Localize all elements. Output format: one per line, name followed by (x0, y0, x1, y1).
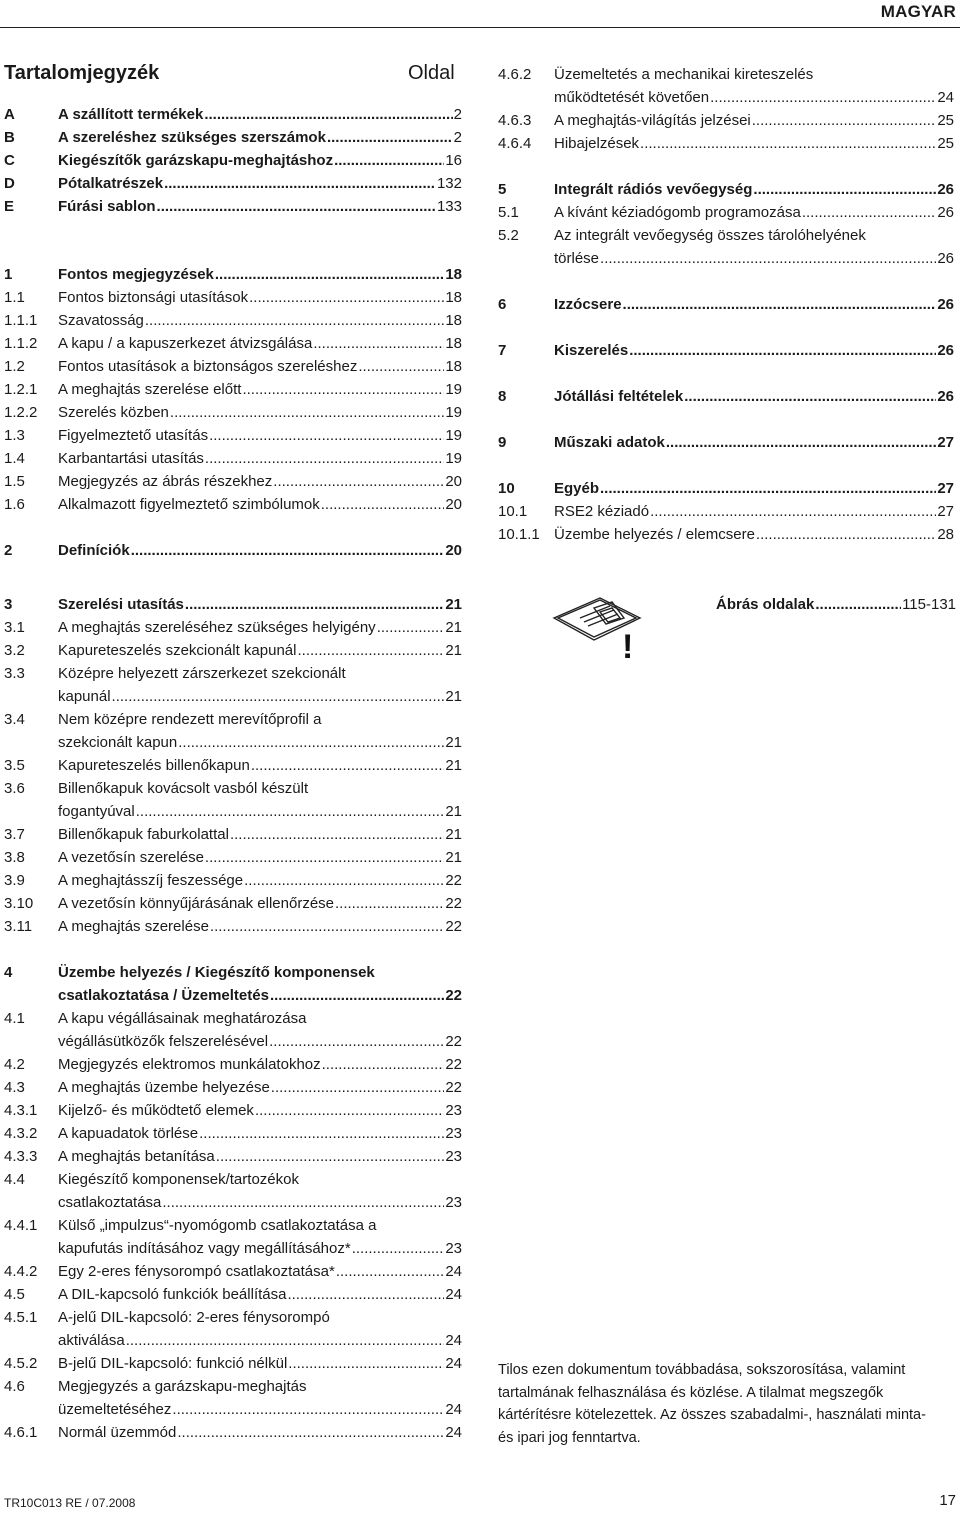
toc-entry[interactable]: 3.5 Kapureteszelés billenőkapun ..... 21 (4, 757, 462, 775)
toc-entry-continuation[interactable]: fogantyúval ..... 21 (58, 803, 462, 821)
toc-entry[interactable]: 4.5.2 B-jelű DIL-kapcsoló: funkció nélkül ..... 24 (4, 1355, 462, 1373)
toc-entry[interactable]: 1 Fontos megjegyzések ..... 18 (4, 266, 462, 284)
toc-entry[interactable]: 1.5 Megjegyzés az ábrás részekhez ..... 20 (4, 473, 462, 491)
toc-entry[interactable]: 4.3.3 A meghajtás betanítása ..... 23 (4, 1148, 462, 1166)
toc-entry-continuation[interactable]: törlése ..... 26 (554, 250, 954, 268)
toc-entry-continuation[interactable]: kapunál ..... 21 (58, 688, 462, 706)
toc-entry[interactable]: 4.5 A DIL-kapcsoló funkciók beállítása ..... 24 (4, 1286, 462, 1304)
toc-entry-line[interactable]: 4.6 Megjegyzés a garázskapu-meghajtás (4, 1378, 307, 1395)
toc-entry-continuation[interactable]: csatlakoztatása / Üzemeltetés ..... 22 (58, 987, 462, 1005)
toc-entry[interactable]: 5.1 A kívánt kéziadógomb programozása ..... 26 (498, 204, 954, 222)
toc-page-column: Oldal (408, 62, 455, 84)
toc-entry-line[interactable]: 3.3 Középre helyezett zárszerkezet szekcionált (4, 665, 346, 682)
toc-entry-continuation[interactable]: kapufutás indításához vagy megállításához* ..... 23 (58, 1240, 462, 1258)
toc-entry[interactable]: 10 Egyéb ..... 27 (498, 480, 954, 498)
toc-entry[interactable]: 1.4 Karbantartási utasítás ..... 19 (4, 450, 462, 468)
toc-entry-line[interactable]: 4.6.2 Üzemeltetés a mechanikai kireteszelés (498, 66, 814, 83)
toc-entry[interactable]: 9 Műszaki adatok ..... 27 (498, 434, 954, 452)
toc-entry[interactable]: 4.3 A meghajtás üzembe helyezése ..... 22 (4, 1079, 462, 1097)
toc-entry[interactable]: 3.7 Billenőkapuk faburkolattal ..... 21 (4, 826, 462, 844)
svg-text:!: ! (622, 628, 634, 662)
toc-entry[interactable]: 1.2.2 Szerelés közben ..... 19 (4, 404, 462, 422)
toc-entry[interactable]: 1.1.1 Szavatosság ..... 18 (4, 312, 462, 330)
toc-entry[interactable]: 4.6.3 A meghajtás-világítás jelzései ..... 25 (498, 112, 954, 130)
toc-entry[interactable]: A A szállított termékek ..... 2 (4, 106, 462, 124)
toc-entry[interactable]: 1.3 Figyelmeztető utasítás ..... 19 (4, 427, 462, 445)
toc-entry[interactable]: 3.8 A vezetősín szerelése ..... 21 (4, 849, 462, 867)
toc-entry-line[interactable]: 4 Üzembe helyezés / Kiegészítő komponensek (4, 964, 375, 981)
toc-entry[interactable]: 4.6.1 Normál üzemmód ..... 24 (4, 1424, 462, 1442)
toc-title: Tartalomjegyzék (4, 62, 160, 84)
toc-entry[interactable]: 1.2.1 A meghajtás szerelése előtt ..... 19 (4, 381, 462, 399)
document-code: TR10C013 RE / 07.2008 (4, 1496, 136, 1510)
toc-entry-line[interactable]: 4.4 Kiegészítő komponensek/tartozékok (4, 1171, 299, 1188)
toc-entry[interactable]: 3.11 A meghajtás szerelése ..... 22 (4, 918, 462, 936)
toc-entry[interactable]: 4.4.2 Egy 2-eres fénysorompó csatlakoztatása* ..... 24 (4, 1263, 462, 1281)
toc-entry[interactable]: 4.3.2 A kapuadatok törlése ..... 23 (4, 1125, 462, 1143)
toc-entry[interactable]: 2 Definíciók ..... 20 (4, 542, 462, 560)
toc-entry[interactable]: 6 Izzócsere ..... 26 (498, 296, 954, 314)
toc-entry[interactable]: 4.2 Megjegyzés elektromos munkálatokhoz ..... 22 (4, 1056, 462, 1074)
toc-entry-continuation[interactable]: aktiválása ..... 24 (58, 1332, 462, 1350)
toc-entry[interactable]: 10.1 RSE2 kéziadó ..... 27 (498, 503, 954, 521)
toc-entry-continuation[interactable]: csatlakoztatása ..... 23 (58, 1194, 462, 1212)
toc-entry[interactable]: 3.10 A vezetősín könnyűjárásának ellenőrzése ..... 22 (4, 895, 462, 913)
toc-entry[interactable]: B A szereléshez szükséges szerszámok ..... 2 (4, 129, 462, 147)
toc-entry[interactable]: 3.9 A meghajtásszíj feszessége ..... 22 (4, 872, 462, 890)
toc-entry-continuation[interactable]: végállásütközők felszerelésével ..... 22 (58, 1033, 462, 1051)
toc-entry-line[interactable]: 4.4.1 Külső „impulzus“-nyomógomb csatlakoztatása a (4, 1217, 377, 1234)
toc-entry[interactable]: 8 Jótállási feltételek ..... 26 (498, 388, 954, 406)
toc-entry[interactable]: 10.1.1 Üzembe helyezés / elemcsere ..... 28 (498, 526, 954, 544)
toc-entry[interactable]: C Kiegészítők garázskapu-meghajtáshoz ..... 16 (4, 152, 462, 170)
toc-entry-line[interactable]: 3.4 Nem középre rendezett merevítőprofil a (4, 711, 322, 728)
page-number: 17 (939, 1492, 956, 1509)
manual-warning-icon (552, 596, 657, 662)
toc-entry-continuation[interactable]: szekcionált kapun ..... 21 (58, 734, 462, 752)
toc-entry-continuation[interactable]: működtetését követően ..... 24 (554, 89, 954, 107)
toc-entry[interactable]: 7 Kiszerelés ..... 26 (498, 342, 954, 360)
toc-entry[interactable]: 5 Integrált rádiós vevőegység ..... 26 (498, 181, 954, 199)
toc-entry-line[interactable]: 5.2 Az integrált vevőegység összes tárolóhelyének (498, 227, 866, 244)
toc-entry[interactable]: 4.6.4 Hibajelzések ..... 25 (498, 135, 954, 153)
toc-entry[interactable]: 3 Szerelési utasítás ..... 21 (4, 596, 462, 614)
toc-entry-line[interactable]: 4.1 A kapu végállásainak meghatározása (4, 1010, 307, 1027)
header-rule (0, 27, 960, 28)
toc-entry[interactable]: E Fúrási sablon ..... 133 (4, 198, 462, 216)
toc-entry[interactable]: 4.3.1 Kijelző- és működtető elemek ..... 23 (4, 1102, 462, 1120)
toc-entry[interactable]: 1.2 Fontos utasítások a biztonságos szereléshez ..... 18 (4, 358, 462, 376)
toc-entry[interactable]: D Pótalkatrészek ..... 132 (4, 175, 462, 193)
toc-entry[interactable]: 1.6 Alkalmazott figyelmeztető szimbólumok ..... 20 (4, 496, 462, 514)
toc-entry[interactable]: 1.1.2 A kapu / a kapuszerkezet átvizsgálása ..... 18 (4, 335, 462, 353)
language-label: MAGYAR (880, 2, 956, 21)
toc-entry[interactable]: 3.2 Kapureteszelés szekcionált kapunál ..... 21 (4, 642, 462, 660)
toc-entry-line[interactable]: 4.5.1 A-jelű DIL-kapcsoló: 2-eres fénysorompó (4, 1309, 330, 1326)
toc-entry-line[interactable]: 3.6 Billenőkapuk kovácsolt vasból készült (4, 780, 309, 797)
toc-entry-continuation[interactable]: üzemeltetéséhez ..... 24 (58, 1401, 462, 1419)
toc-entry[interactable]: 1.1 Fontos biztonsági utasítások ..... 18 (4, 289, 462, 307)
legal-notice: Tilos ezen dokumentum továbbadása, sokszorosítása, valamint tartalmának felhasználása és közlése. A tilalmat megszegők kártérítésre kötelezettek. Az összes szabadalmi-, használati minta- és ipari jog fenntartva. (498, 1362, 926, 1446)
toc-entry[interactable]: 3.1 A meghajtás szereléséhez szükséges helyigény ..... 21 (4, 619, 462, 637)
figure-pages-entry[interactable]: Ábrás oldalak ..... 115-131 (716, 596, 956, 614)
